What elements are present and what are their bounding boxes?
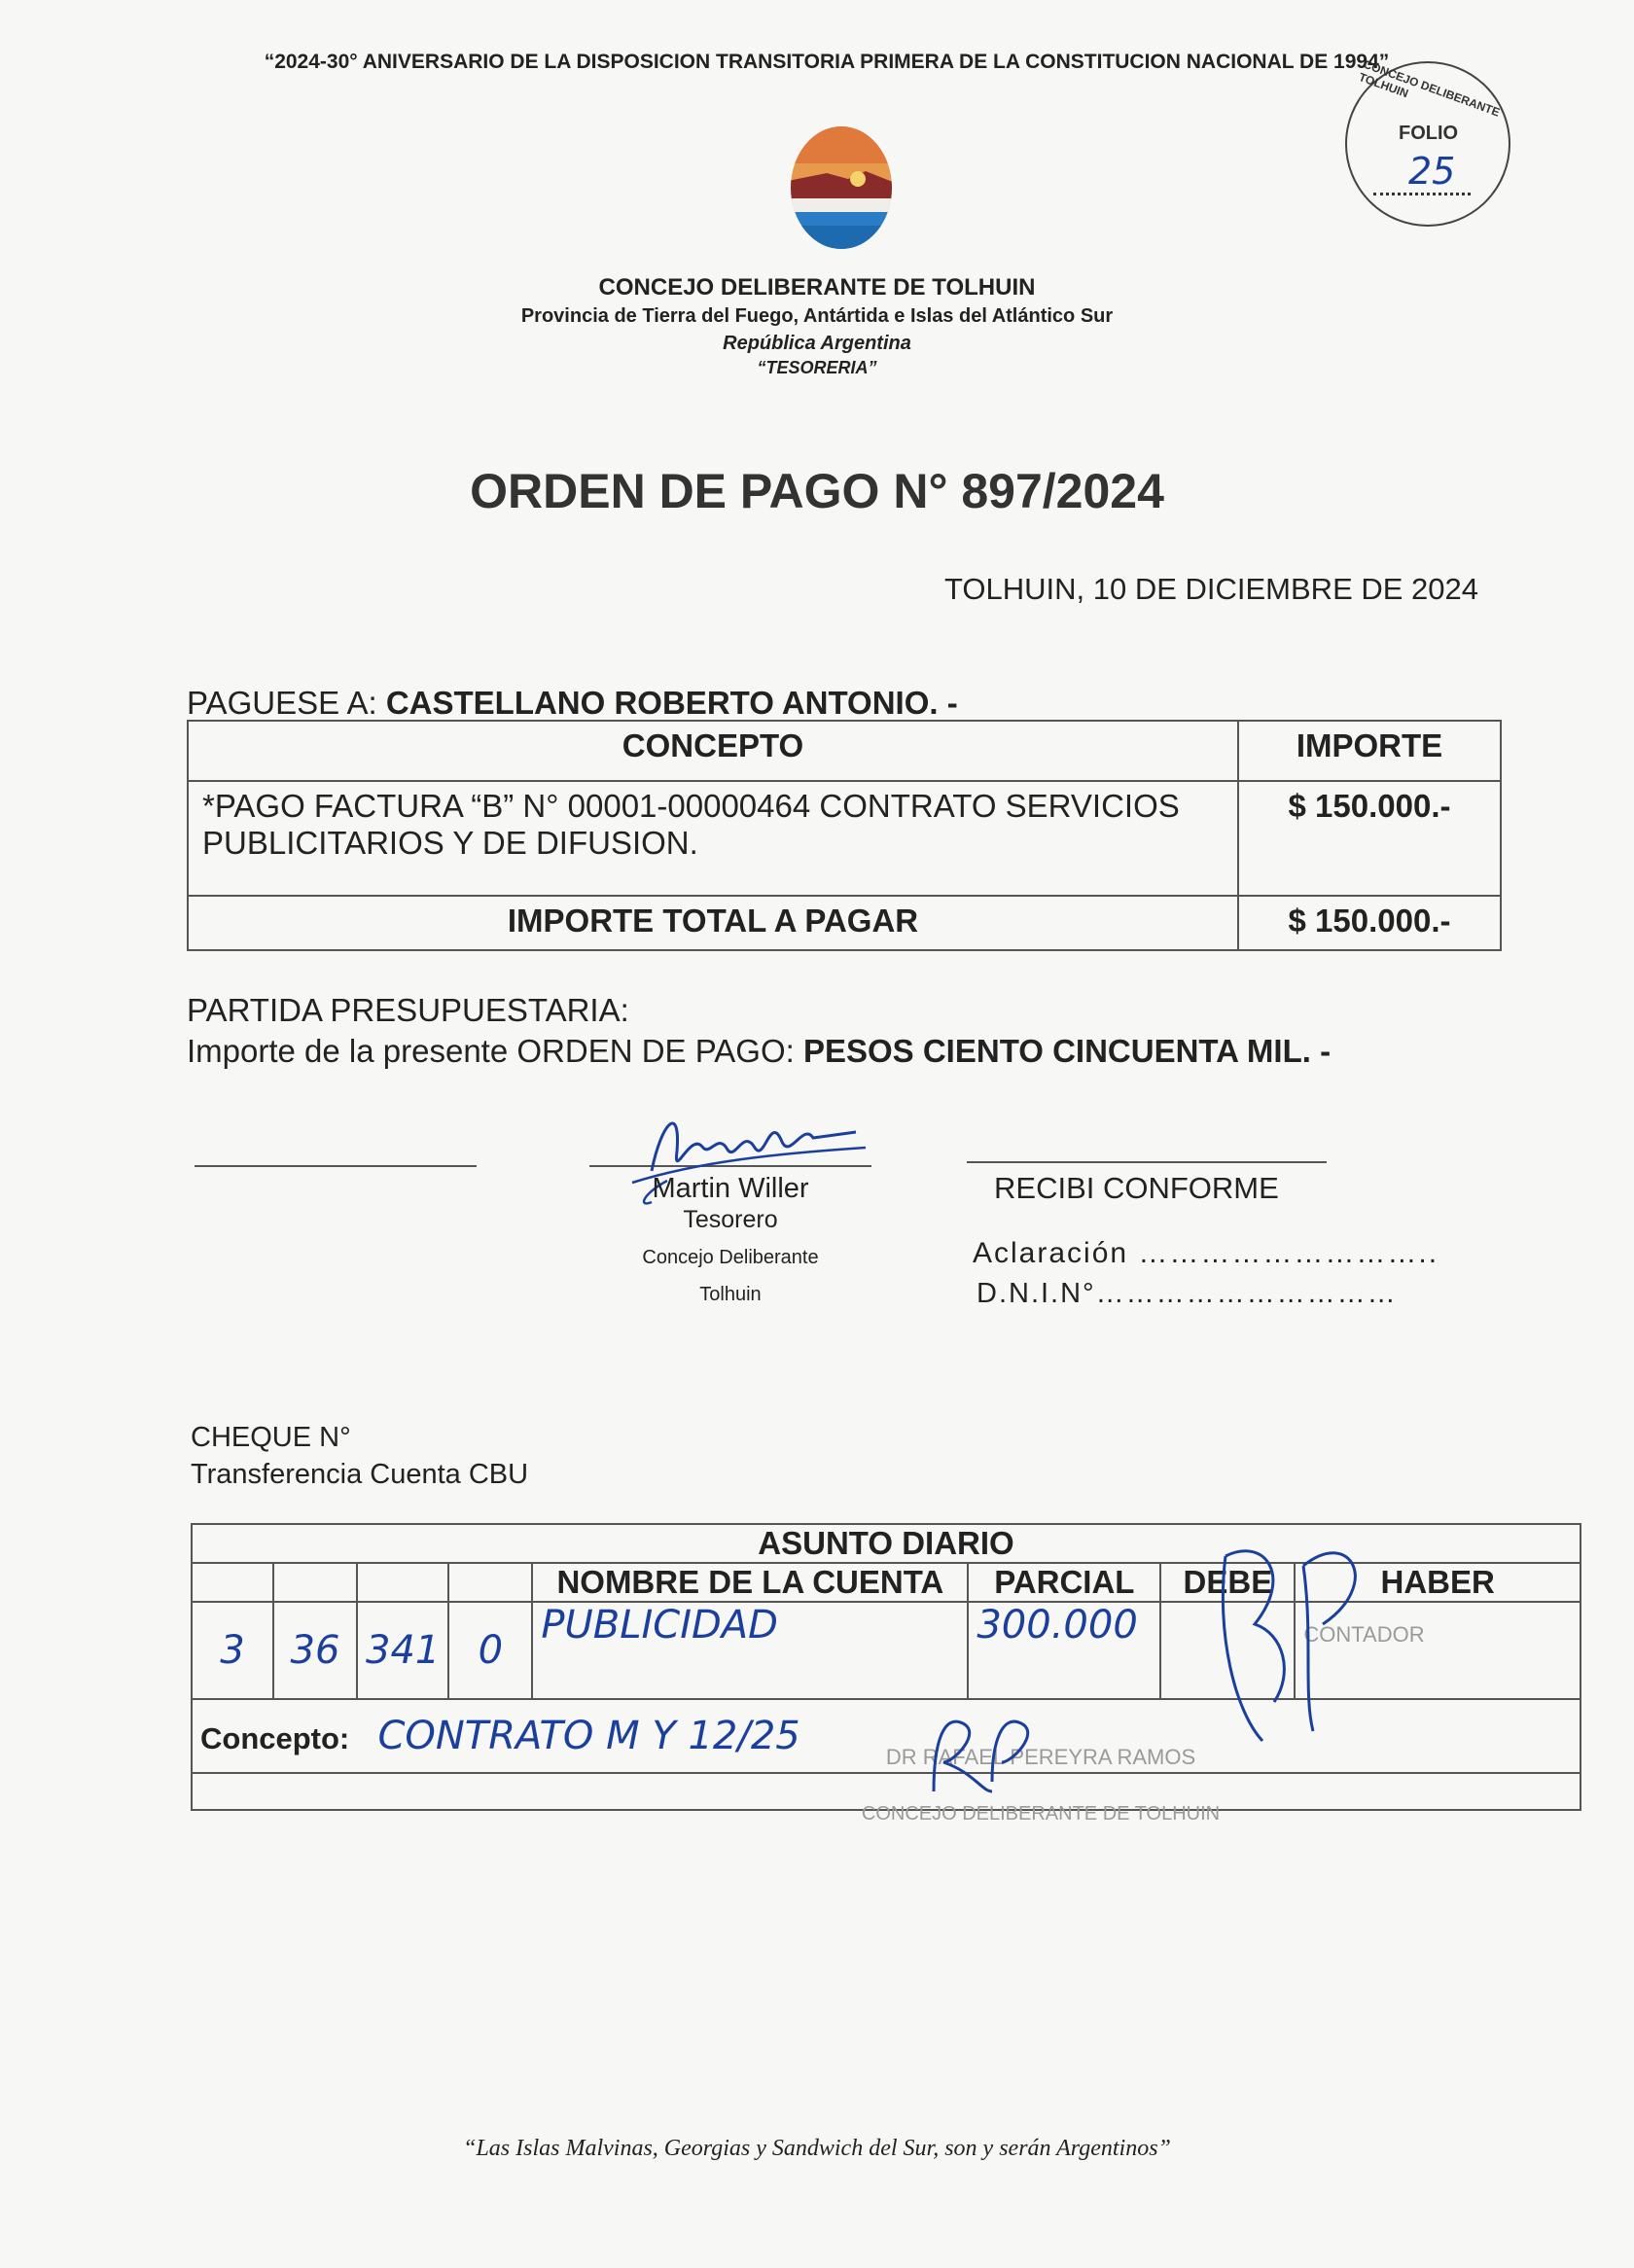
journal-partial-header: PARCIAL	[968, 1563, 1160, 1602]
folio-stamp	[1334, 47, 1521, 251]
received-label: RECIBI CONFORME	[994, 1171, 1279, 1205]
signature-line-receiver	[967, 1161, 1327, 1163]
concept-item-line2: PUBLICITARIOS Y DE DIFUSION.	[202, 825, 698, 861]
order-date: TOLHUIN, 10 DE DICIEMBRE DE 2024	[944, 572, 1478, 606]
journal-code-header-1	[192, 1563, 273, 1602]
concept-item-line1: *PAGO FACTURA “B” N° 00001-00000464 CONTRATO SERVICIOS	[202, 788, 1180, 824]
concept-header: CONCEPTO	[188, 721, 1238, 781]
total-label: IMPORTE TOTAL A PAGAR	[188, 896, 1238, 950]
country-line: República Argentina	[723, 333, 911, 354]
concept-table	[187, 720, 1502, 951]
journal-code-1: 3	[192, 1602, 273, 1699]
council-logo	[788, 124, 895, 251]
total-amount: $ 150.000.-	[1238, 896, 1501, 950]
budget-label: PARTIDA PRESUPUESTARIA:	[187, 992, 629, 1028]
journal-title: ASUNTO DIARIO	[192, 1524, 1581, 1563]
concept-item-amount: $ 150.000.-	[1238, 781, 1501, 896]
province-line: Provincia de Tierra del Fuego, Antártida e Islas del Atlántico Sur	[520, 305, 1114, 327]
clarification-line: Aclaración ………………………..	[973, 1237, 1439, 1269]
dni-line: D.N.I.N°…………………………	[977, 1278, 1398, 1309]
stamp-name: DR RAFAEL PEREYRA RAMOS	[885, 1745, 1196, 1769]
payee-label: PAGUESE A:	[187, 685, 377, 721]
amount-header: IMPORTE	[1238, 721, 1501, 781]
folio-label: FOLIO	[1399, 123, 1459, 144]
stamp-role-1: CONTADOR	[1303, 1622, 1425, 1647]
journal-code-2: 36	[273, 1602, 357, 1699]
journal-partial-value: 300.000	[968, 1602, 1160, 1699]
footer-quote: “Las Islas Malvinas, Georgias y Sandwich del Sur, son y serán Argentinos”	[463, 2136, 1171, 2161]
folio-ring-text: CONCEJO DELIBERANTE TOLHUIN	[1357, 56, 1502, 120]
journal-credit-header: HABER	[1295, 1563, 1581, 1602]
journal-concept-label: Concepto:	[200, 1721, 350, 1755]
payee-line	[187, 685, 958, 722]
stamp-org: CONCEJO DELIBERANTE DE TOLHUIN	[861, 1803, 1221, 1825]
journal-code-header-4	[448, 1563, 532, 1602]
journal-account-header: NOMBRE DE LA CUENTA	[532, 1563, 968, 1602]
journal-code-3: 341	[357, 1602, 448, 1699]
treasurer-org-1: Concejo Deliberante	[642, 1247, 819, 1268]
treasurer-role: Tesorero	[683, 1206, 778, 1233]
order-title: ORDEN DE PAGO N° 897/2024	[470, 464, 1164, 518]
budget-amount-words: PESOS CIENTO CINCUENTA MIL. -	[802, 1033, 1332, 1069]
initials-signature-1	[1206, 1517, 1381, 1751]
office-line: “TESORERIA”	[757, 358, 877, 377]
org-name: CONCEJO DELIBERANTE DE TOLHUIN	[598, 274, 1036, 301]
journal-code-4: 0	[448, 1602, 532, 1699]
signature-line-left	[195, 1165, 477, 1167]
journal-account-value: PUBLICIDAD	[532, 1602, 968, 1699]
budget-amount-line	[187, 1033, 1331, 1070]
treasurer-org-2: Tolhuin	[699, 1284, 762, 1305]
journal-debit-header: DEBE	[1160, 1563, 1295, 1602]
journal-code-header-2	[273, 1563, 357, 1602]
budget-amount-prefix: Importe de la presente ORDEN DE PAGO:	[187, 1033, 795, 1069]
concept-item	[188, 781, 1238, 896]
journal-code-header-3	[357, 1563, 448, 1602]
journal-concept-value: CONTRATO M Y 12/25	[377, 1714, 800, 1758]
folio-dotted-line	[1373, 193, 1471, 195]
anniversary-line: “2024-30° ANIVERSARIO DE LA DISPOSICION TRANSITORIA PRIMERA DE LA CONSTITUCION NACIONAL DE 1994”	[264, 51, 1390, 73]
initials-signature-2	[914, 1704, 1050, 1801]
folio-number: 25	[1408, 150, 1456, 193]
transfer-label: Transferencia Cuenta CBU	[191, 1459, 529, 1490]
payee-name: CASTELLANO ROBERTO ANTONIO. -	[385, 685, 958, 721]
treasurer-name: Martin Willer	[652, 1173, 809, 1204]
cheque-label: CHEQUE N°	[191, 1422, 351, 1453]
